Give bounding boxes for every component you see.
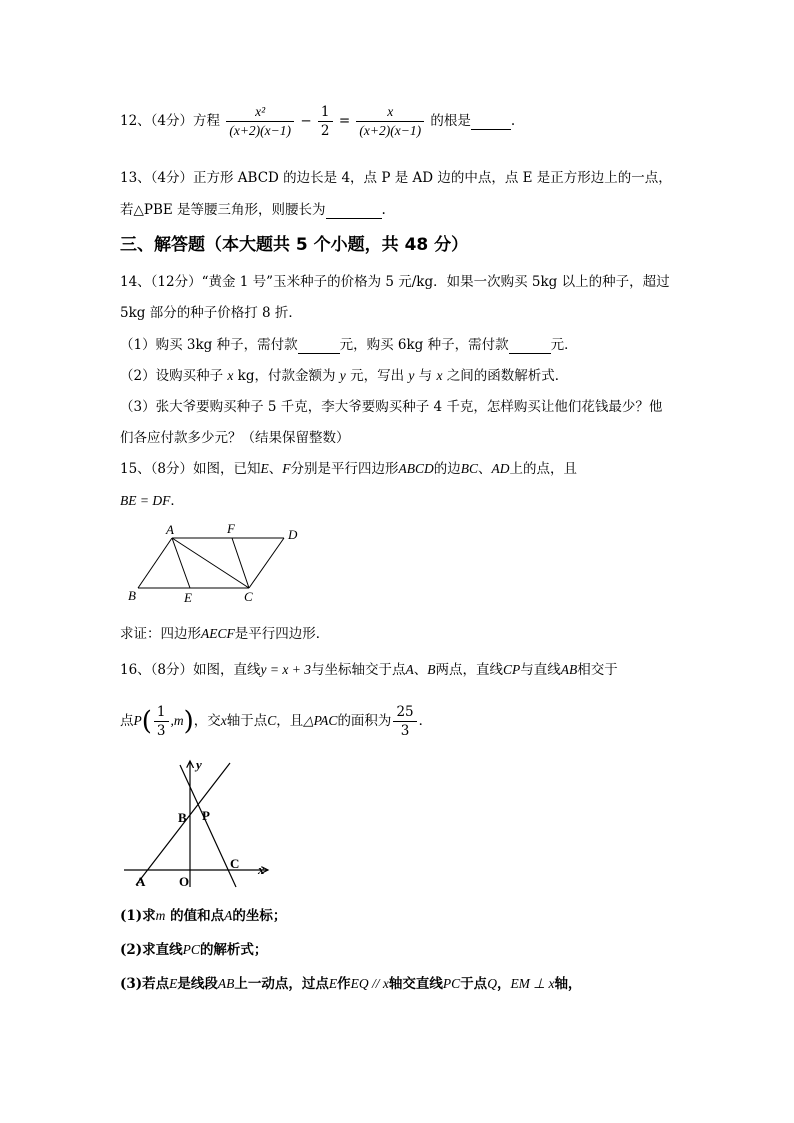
- q15-l1-d: 上的点，且: [509, 461, 578, 477]
- q15-parallelogram-figure: [120, 518, 320, 608]
- q15-label-A: A: [166, 522, 174, 537]
- q16-label-A: A: [136, 874, 146, 889]
- q15-label-E: E: [184, 590, 192, 605]
- q16-P-x-num: 1: [154, 704, 169, 722]
- q16-label-x: x: [258, 862, 265, 877]
- q16-s3-b: 是线段: [177, 976, 218, 992]
- q16-sep: 、: [413, 662, 428, 678]
- q14-part-2: [120, 364, 568, 384]
- q16-s3-E2: E: [328, 976, 338, 991]
- q14-part-2-c: 元，写出: [345, 368, 409, 384]
- q15-label-F: F: [227, 521, 235, 536]
- q15-line-2-end: ．: [170, 493, 184, 509]
- q16-s1-A: A: [224, 908, 233, 923]
- q15-label-B: B: [128, 588, 136, 603]
- q16-area-fraction: [393, 704, 416, 739]
- q15-BC: BC: [460, 461, 479, 476]
- q16-label-P: P: [202, 808, 210, 823]
- q15-line-2: [120, 489, 184, 509]
- q15-sep2: 、: [478, 461, 492, 477]
- q12-f1-numerator: x²: [226, 104, 294, 122]
- q13-line-2: [120, 198, 386, 219]
- q16-s3-AB: AB: [217, 976, 235, 991]
- q16-l2-b: ，交: [193, 713, 221, 729]
- q15-AD: AD: [491, 461, 510, 476]
- q14-var-x: x: [227, 368, 234, 383]
- q16-l1-a: 16、（8分）如图，直线: [120, 662, 261, 678]
- q12-f3-denominator: (x+2)(x−1): [359, 123, 422, 138]
- q13-end: .: [381, 202, 386, 218]
- q12-fraction-1: [226, 104, 294, 139]
- q16-s3-a: (3)若点: [120, 976, 170, 992]
- q12-line: [120, 104, 515, 139]
- q16-l1-b: 与坐标轴交于点: [311, 662, 406, 678]
- q15-l1-b: 分别是平行四边形: [290, 461, 399, 477]
- q16-s3-EM: EM ⊥ x: [510, 976, 555, 991]
- q16-label-y: y: [196, 757, 202, 772]
- q16-coordinate-figure: [118, 755, 278, 890]
- q16-l2-end: ．: [418, 713, 433, 729]
- q15-condition: BE = DF: [120, 493, 171, 508]
- q16-P-x-den: 3: [156, 723, 166, 739]
- q16-area-num: 25: [393, 704, 416, 722]
- q16-P-m: ,m: [170, 713, 184, 728]
- q16-label-C: C: [230, 856, 240, 871]
- q16-C: C: [267, 713, 277, 728]
- q16-sub-1: [120, 904, 286, 924]
- q16-s3-f: 于点: [460, 976, 488, 992]
- q14-part-2-a: （2）设购买种子: [120, 368, 228, 384]
- q14-blank-2[interactable]: [509, 337, 551, 354]
- q14-part-2-e: 之间的函数解析式．: [442, 368, 569, 384]
- q15-edge-DC: [249, 538, 284, 588]
- q16-l2-c: 轴于点: [226, 713, 268, 729]
- q12-minus: −: [300, 113, 312, 129]
- q16-s3-e: 轴交直线: [388, 976, 443, 992]
- q12-suffix: 的根是: [430, 113, 471, 129]
- q16-line-1: [120, 658, 618, 678]
- q14-part-3-line-2: 们各应付款多少元？（结果保留整数）: [120, 430, 350, 446]
- q12-f2-denominator: 2: [320, 123, 330, 139]
- q16-l2-d: ，且: [276, 713, 304, 729]
- q14-part-1: [120, 333, 578, 354]
- q12-prefix: 12、（4分）方程: [120, 113, 221, 129]
- q16-s3-h: 轴，: [554, 976, 582, 992]
- q16-x: x: [220, 713, 227, 728]
- section-3-title: 三、解答题（本大题共 5 个小题，共 48 分）: [120, 235, 469, 255]
- q15-segment-AC: [172, 538, 249, 588]
- q13-line-1: 13、（4分）正方形 ABCD 的边长是 4，点 P 是 AD 边的中点，点 E 是正方形边上的一点，: [120, 170, 672, 186]
- q12-fraction-2: [318, 104, 333, 139]
- q12-fraction-3: [356, 104, 424, 139]
- q16-s3-Q: Q: [487, 976, 497, 991]
- q15-prove-b: 是平行四边形．: [234, 626, 330, 642]
- q16-paren-open: (: [141, 706, 152, 737]
- q16-line-2: [120, 704, 432, 739]
- q16-s3-c: 上一动点，过点: [234, 976, 329, 992]
- q16-s2-b: 的解析式；: [199, 942, 268, 958]
- q16-area-den: 3: [400, 723, 410, 739]
- q16-s3-d: 作: [337, 976, 351, 992]
- q16-label-O: O: [179, 874, 190, 889]
- q14-part-2-b: kg，付款金额为: [233, 368, 340, 384]
- q15-prove-a: 求证：四边形: [120, 626, 201, 642]
- q14-part-1-c: 元．: [550, 337, 578, 353]
- q15-edge-AB: [138, 538, 172, 588]
- q14-line-1: 14、（12分）“黄金 1 号”玉米种子的价格为 5 元/kg．如果一次购买 5kg 以上的种子，超过: [120, 274, 670, 290]
- q16-s1-b: 的值和点: [165, 908, 225, 924]
- q12-answer-blank[interactable]: [471, 113, 511, 130]
- q16-s1-m: m: [155, 908, 166, 923]
- q16-s3-E: E: [169, 976, 178, 991]
- q13-answer-blank[interactable]: [326, 202, 382, 219]
- q15-label-C: C: [244, 589, 253, 604]
- q16-label-B: B: [178, 810, 187, 825]
- q16-l1-d: 与直线: [520, 662, 561, 678]
- q14-var-x2: x: [436, 368, 443, 383]
- q16-sub-3: [120, 972, 581, 992]
- q16-l1-e: 相交于: [577, 662, 618, 678]
- q16-s3-PC: PC: [442, 976, 461, 991]
- q14-part-3-line-1: （3）张大爷要购买种子 5 千克，李大爷要购买种子 4 千克，怎样购买让他们花钱最少？他: [120, 399, 663, 415]
- q12-equals: =: [338, 113, 351, 129]
- q16-line-CP: [180, 765, 236, 887]
- q15-E: E: [260, 461, 269, 476]
- q15-ABCD: ABCD: [398, 461, 434, 476]
- q14-blank-1[interactable]: [298, 337, 340, 354]
- q16-s1-a: (1)求: [120, 908, 156, 924]
- q16-l1-c: 两点，直线: [435, 662, 503, 678]
- q14-var-y2: y: [408, 368, 415, 383]
- q15-segment-FC: [232, 538, 249, 588]
- q15-prove: [120, 622, 329, 642]
- q15-l1-c: 的边: [433, 461, 461, 477]
- q16-P-x-fraction: [154, 704, 169, 739]
- q12-f2-numerator: 1: [318, 104, 333, 122]
- q12-end: .: [510, 113, 516, 129]
- q16-paren-close: ): [183, 706, 194, 737]
- q12-f1-denominator: (x+2)(x−1): [229, 123, 292, 138]
- q16-equation: y = x + 3: [260, 662, 311, 677]
- q14-part-1-a: （1）购买 3kg 种子，需付款: [120, 337, 298, 353]
- q15-l1-a: 15、（8分）如图，已知: [120, 461, 261, 477]
- q15-F: F: [282, 461, 291, 476]
- q16-s1-c: 的坐标；: [232, 908, 287, 924]
- q16-AB: AB: [560, 662, 578, 677]
- q16-l2-e: 的面积为: [337, 713, 392, 729]
- q14-part-1-b: 元，购买 6kg 种子，需付款: [339, 337, 509, 353]
- q14-var-y: y: [339, 368, 346, 383]
- q16-s2-PC: PC: [182, 942, 200, 957]
- q16-A: A: [405, 662, 414, 677]
- q15-label-D: D: [288, 527, 298, 542]
- q14-part-2-d: 与: [414, 368, 437, 384]
- q15-line-1: [120, 457, 577, 477]
- q14-line-2: 5kg 部分的种子价格打 8 折．: [120, 305, 302, 321]
- q16-l2-a: 点: [120, 713, 134, 729]
- q16-triangle: △PAC: [303, 713, 338, 728]
- q16-B: B: [427, 662, 436, 677]
- q16-sub-2: [120, 938, 267, 958]
- q16-s2-a: (2)求直线: [120, 942, 183, 958]
- q16-CP: CP: [503, 662, 521, 677]
- q16-P: P: [133, 713, 142, 728]
- q16-s3-g: ，: [496, 976, 511, 992]
- q13-line-2-text: 若△PBE 是等腰三角形，则腰长为: [120, 202, 326, 218]
- q12-f3-numerator: x: [356, 104, 424, 122]
- q15-AECF: AECF: [201, 626, 235, 641]
- q16-s3-EQ: EQ // x: [350, 976, 389, 991]
- q15-segment-AE: [172, 538, 190, 588]
- q15-sep: 、: [268, 461, 283, 477]
